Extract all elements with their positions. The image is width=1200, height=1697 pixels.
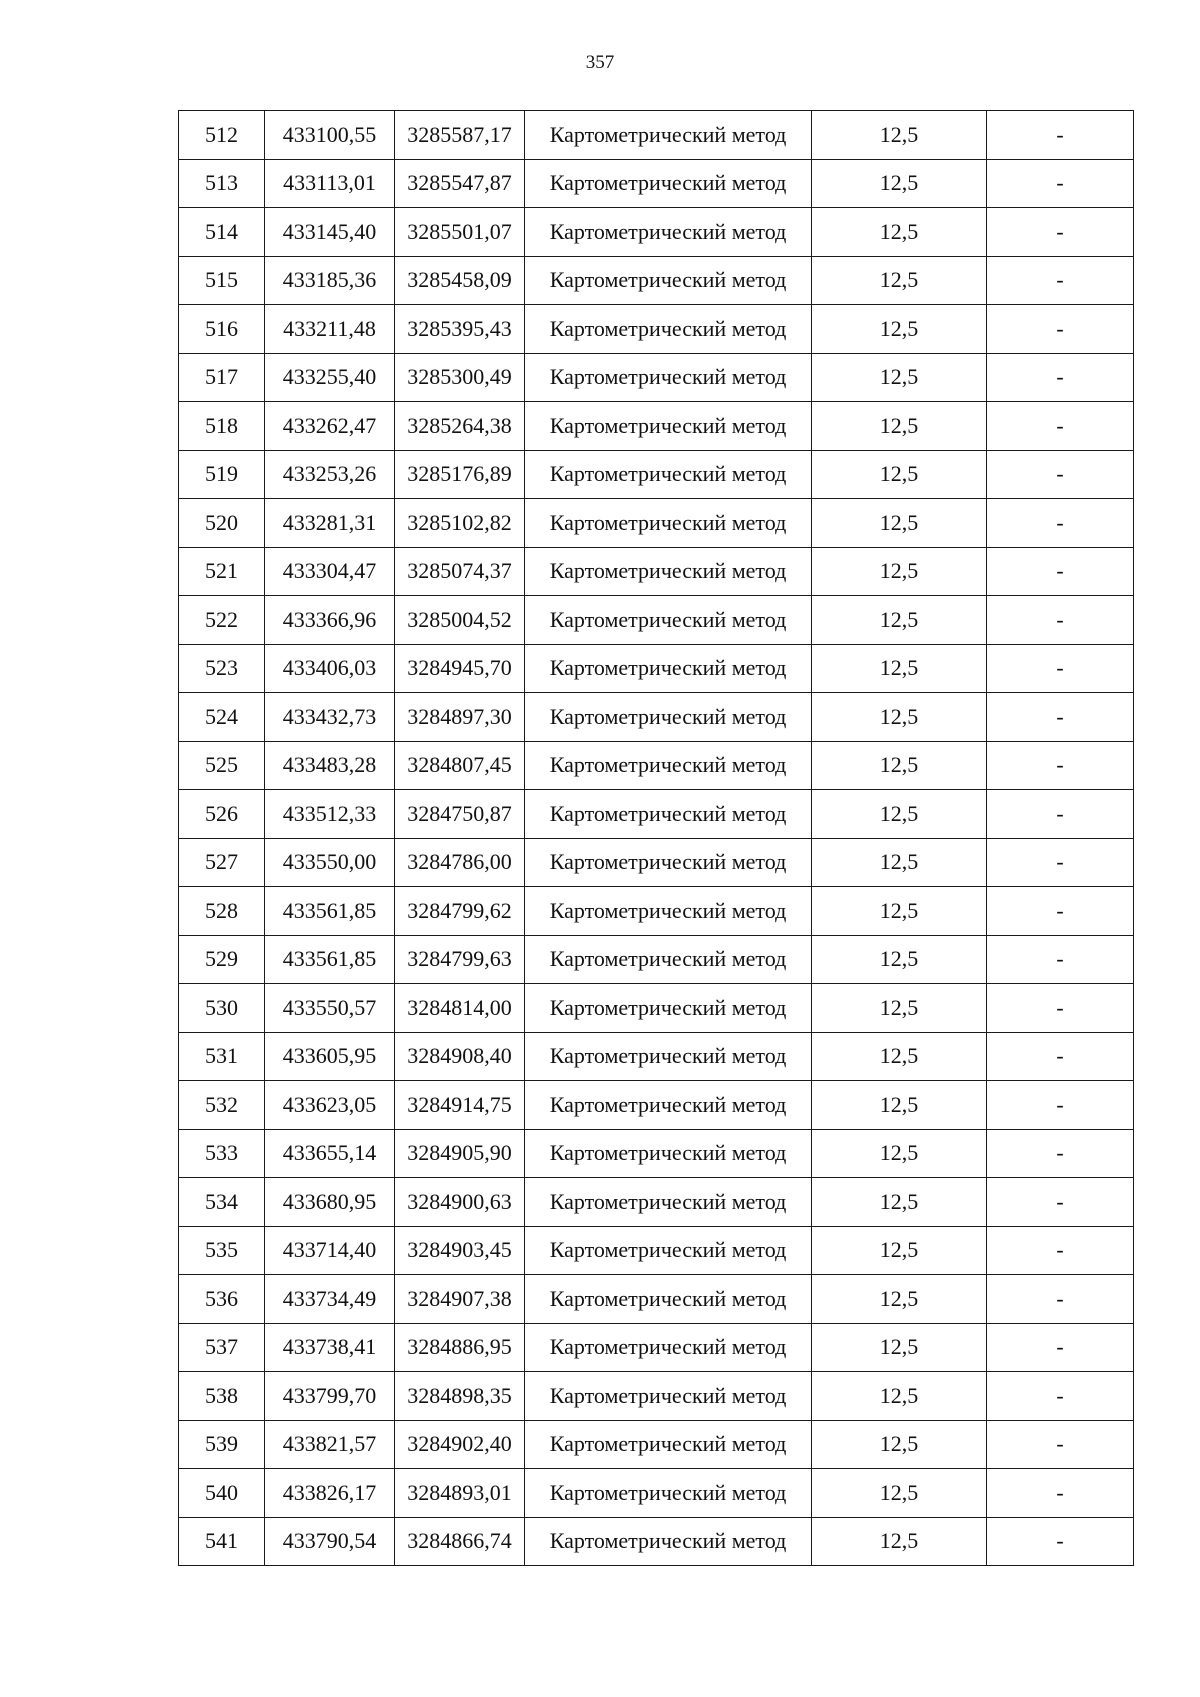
x-coordinate-cell: 433406,03 — [265, 644, 395, 693]
table-row — [179, 790, 1134, 839]
point-number-cell: 523 — [179, 644, 265, 693]
y-coordinate-cell: 3284886,95 — [395, 1323, 525, 1372]
y-coordinate-cell: 3285395,43 — [395, 305, 525, 354]
point-number-cell: 534 — [179, 1178, 265, 1227]
method-cell: Картометрический метод — [525, 838, 812, 887]
dash-cell: - — [987, 984, 1134, 1033]
y-coordinate-cell: 3284900,63 — [395, 1178, 525, 1227]
table-row — [179, 159, 1134, 208]
dash-cell: - — [987, 111, 1134, 160]
point-number-cell: 520 — [179, 499, 265, 548]
table-row — [179, 1081, 1134, 1130]
table-row — [179, 547, 1134, 596]
accuracy-cell: 12,5 — [812, 1226, 987, 1275]
x-coordinate-cell: 433799,70 — [265, 1372, 395, 1421]
table-row — [179, 887, 1134, 936]
accuracy-cell: 12,5 — [812, 790, 987, 839]
point-number-cell: 535 — [179, 1226, 265, 1275]
table-row — [179, 1178, 1134, 1227]
accuracy-cell: 12,5 — [812, 208, 987, 257]
dash-cell: - — [987, 1323, 1134, 1372]
table-row — [179, 353, 1134, 402]
dash-cell: - — [987, 887, 1134, 936]
dash-cell: - — [987, 1178, 1134, 1227]
accuracy-cell: 12,5 — [812, 1081, 987, 1130]
y-coordinate-cell: 3284814,00 — [395, 984, 525, 1033]
accuracy-cell: 12,5 — [812, 305, 987, 354]
y-coordinate-cell: 3284866,74 — [395, 1517, 525, 1566]
y-coordinate-cell: 3284905,90 — [395, 1129, 525, 1178]
y-coordinate-cell: 3284903,45 — [395, 1226, 525, 1275]
x-coordinate-cell: 433550,57 — [265, 984, 395, 1033]
dash-cell: - — [987, 1081, 1134, 1130]
point-number-cell: 541 — [179, 1517, 265, 1566]
method-cell: Картометрический метод — [525, 644, 812, 693]
x-coordinate-cell: 433100,55 — [265, 111, 395, 160]
accuracy-cell: 12,5 — [812, 935, 987, 984]
point-number-cell: 530 — [179, 984, 265, 1033]
y-coordinate-cell: 3284799,62 — [395, 887, 525, 936]
method-cell: Картометрический метод — [525, 353, 812, 402]
method-cell: Картометрический метод — [525, 1032, 812, 1081]
accuracy-cell: 12,5 — [812, 111, 987, 160]
point-number-cell: 524 — [179, 693, 265, 742]
dash-cell: - — [987, 353, 1134, 402]
point-number-cell: 538 — [179, 1372, 265, 1421]
accuracy-cell: 12,5 — [812, 547, 987, 596]
x-coordinate-cell: 433738,41 — [265, 1323, 395, 1372]
y-coordinate-cell: 3285501,07 — [395, 208, 525, 257]
x-coordinate-cell: 433734,49 — [265, 1275, 395, 1324]
y-coordinate-cell: 3284902,40 — [395, 1420, 525, 1469]
y-coordinate-cell: 3284907,38 — [395, 1275, 525, 1324]
x-coordinate-cell: 433623,05 — [265, 1081, 395, 1130]
x-coordinate-cell: 433211,48 — [265, 305, 395, 354]
method-cell: Картометрический метод — [525, 596, 812, 645]
dash-cell: - — [987, 159, 1134, 208]
x-coordinate-cell: 433714,40 — [265, 1226, 395, 1275]
point-number-cell: 518 — [179, 402, 265, 451]
point-number-cell: 539 — [179, 1420, 265, 1469]
point-number-cell: 531 — [179, 1032, 265, 1081]
method-cell: Картометрический метод — [525, 887, 812, 936]
x-coordinate-cell: 433512,33 — [265, 790, 395, 839]
dash-cell: - — [987, 402, 1134, 451]
method-cell: Картометрический метод — [525, 256, 812, 305]
y-coordinate-cell: 3284908,40 — [395, 1032, 525, 1081]
method-cell: Картометрический метод — [525, 1226, 812, 1275]
method-cell: Картометрический метод — [525, 1372, 812, 1421]
table-row — [179, 1469, 1134, 1518]
table-row — [179, 450, 1134, 499]
table-row — [179, 1275, 1134, 1324]
table-row — [179, 1226, 1134, 1275]
point-number-cell: 512 — [179, 111, 265, 160]
accuracy-cell: 12,5 — [812, 984, 987, 1033]
point-number-cell: 515 — [179, 256, 265, 305]
x-coordinate-cell: 433281,31 — [265, 499, 395, 548]
x-coordinate-cell: 433432,73 — [265, 693, 395, 742]
method-cell: Картометрический метод — [525, 1178, 812, 1227]
x-coordinate-cell: 433145,40 — [265, 208, 395, 257]
point-number-cell: 527 — [179, 838, 265, 887]
accuracy-cell: 12,5 — [812, 1275, 987, 1324]
x-coordinate-cell: 433185,36 — [265, 256, 395, 305]
accuracy-cell: 12,5 — [812, 353, 987, 402]
x-coordinate-cell: 433366,96 — [265, 596, 395, 645]
y-coordinate-cell: 3285264,38 — [395, 402, 525, 451]
y-coordinate-cell: 3284807,45 — [395, 741, 525, 790]
accuracy-cell: 12,5 — [812, 1032, 987, 1081]
accuracy-cell: 12,5 — [812, 596, 987, 645]
point-number-cell: 540 — [179, 1469, 265, 1518]
dash-cell: - — [987, 305, 1134, 354]
x-coordinate-cell: 433483,28 — [265, 741, 395, 790]
method-cell: Картометрический метод — [525, 208, 812, 257]
method-cell: Картометрический метод — [525, 1129, 812, 1178]
table-row — [179, 499, 1134, 548]
dash-cell: - — [987, 1275, 1134, 1324]
method-cell: Картометрический метод — [525, 693, 812, 742]
method-cell: Картометрический метод — [525, 402, 812, 451]
x-coordinate-cell: 433113,01 — [265, 159, 395, 208]
y-coordinate-cell: 3284750,87 — [395, 790, 525, 839]
table-row — [179, 1420, 1134, 1469]
table-row — [179, 741, 1134, 790]
y-coordinate-cell: 3285102,82 — [395, 499, 525, 548]
method-cell: Картометрический метод — [525, 450, 812, 499]
accuracy-cell: 12,5 — [812, 1517, 987, 1566]
x-coordinate-cell: 433304,47 — [265, 547, 395, 596]
method-cell: Картометрический метод — [525, 1420, 812, 1469]
point-number-cell: 532 — [179, 1081, 265, 1130]
table-row — [179, 1032, 1134, 1081]
table-row — [179, 305, 1134, 354]
table-row — [179, 596, 1134, 645]
table-row — [179, 402, 1134, 451]
accuracy-cell: 12,5 — [812, 644, 987, 693]
accuracy-cell: 12,5 — [812, 450, 987, 499]
dash-cell: - — [987, 935, 1134, 984]
table-row — [179, 984, 1134, 1033]
table-row — [179, 256, 1134, 305]
dash-cell: - — [987, 693, 1134, 742]
y-coordinate-cell: 3285587,17 — [395, 111, 525, 160]
accuracy-cell: 12,5 — [812, 499, 987, 548]
point-number-cell: 536 — [179, 1275, 265, 1324]
dash-cell: - — [987, 1032, 1134, 1081]
dash-cell: - — [987, 1517, 1134, 1566]
y-coordinate-cell: 3284786,00 — [395, 838, 525, 887]
method-cell: Картометрический метод — [525, 305, 812, 354]
x-coordinate-cell: 433561,85 — [265, 935, 395, 984]
coordinates-table — [178, 110, 1134, 1566]
dash-cell: - — [987, 547, 1134, 596]
table-row — [179, 644, 1134, 693]
x-coordinate-cell: 433826,17 — [265, 1469, 395, 1518]
y-coordinate-cell: 3284914,75 — [395, 1081, 525, 1130]
y-coordinate-cell: 3284897,30 — [395, 693, 525, 742]
point-number-cell: 528 — [179, 887, 265, 936]
accuracy-cell: 12,5 — [812, 838, 987, 887]
point-number-cell: 525 — [179, 741, 265, 790]
dash-cell: - — [987, 208, 1134, 257]
accuracy-cell: 12,5 — [812, 741, 987, 790]
y-coordinate-cell: 3285074,37 — [395, 547, 525, 596]
x-coordinate-cell: 433255,40 — [265, 353, 395, 402]
method-cell: Картометрический метод — [525, 1081, 812, 1130]
method-cell: Картометрический метод — [525, 1517, 812, 1566]
x-coordinate-cell: 433561,85 — [265, 887, 395, 936]
coordinates-table-body — [179, 111, 1134, 1566]
dash-cell: - — [987, 741, 1134, 790]
y-coordinate-cell: 3285547,87 — [395, 159, 525, 208]
y-coordinate-cell: 3285004,52 — [395, 596, 525, 645]
table-row — [179, 1517, 1134, 1566]
table-row — [179, 111, 1134, 160]
method-cell: Картометрический метод — [525, 1275, 812, 1324]
method-cell: Картометрический метод — [525, 111, 812, 160]
point-number-cell: 521 — [179, 547, 265, 596]
accuracy-cell: 12,5 — [812, 256, 987, 305]
method-cell: Картометрический метод — [525, 159, 812, 208]
table-row — [179, 838, 1134, 887]
method-cell: Картометрический метод — [525, 741, 812, 790]
x-coordinate-cell: 433790,54 — [265, 1517, 395, 1566]
point-number-cell: 533 — [179, 1129, 265, 1178]
dash-cell: - — [987, 838, 1134, 887]
x-coordinate-cell: 433605,95 — [265, 1032, 395, 1081]
point-number-cell: 537 — [179, 1323, 265, 1372]
table-row — [179, 935, 1134, 984]
point-number-cell: 514 — [179, 208, 265, 257]
x-coordinate-cell: 433821,57 — [265, 1420, 395, 1469]
accuracy-cell: 12,5 — [812, 1372, 987, 1421]
accuracy-cell: 12,5 — [812, 887, 987, 936]
dash-cell: - — [987, 1129, 1134, 1178]
method-cell: Картометрический метод — [525, 984, 812, 1033]
y-coordinate-cell: 3284893,01 — [395, 1469, 525, 1518]
table-row — [179, 1323, 1134, 1372]
point-number-cell: 513 — [179, 159, 265, 208]
page-number: 357 — [585, 52, 615, 73]
y-coordinate-cell: 3284945,70 — [395, 644, 525, 693]
x-coordinate-cell: 433550,00 — [265, 838, 395, 887]
method-cell: Картометрический метод — [525, 1323, 812, 1372]
accuracy-cell: 12,5 — [812, 1129, 987, 1178]
y-coordinate-cell: 3285176,89 — [395, 450, 525, 499]
x-coordinate-cell: 433655,14 — [265, 1129, 395, 1178]
accuracy-cell: 12,5 — [812, 1178, 987, 1227]
accuracy-cell: 12,5 — [812, 159, 987, 208]
x-coordinate-cell: 433680,95 — [265, 1178, 395, 1227]
table-row — [179, 1129, 1134, 1178]
point-number-cell: 522 — [179, 596, 265, 645]
method-cell: Картометрический метод — [525, 547, 812, 596]
dash-cell: - — [987, 450, 1134, 499]
y-coordinate-cell: 3285300,49 — [395, 353, 525, 402]
point-number-cell: 516 — [179, 305, 265, 354]
table-row — [179, 1372, 1134, 1421]
point-number-cell: 526 — [179, 790, 265, 839]
table-row — [179, 693, 1134, 742]
y-coordinate-cell: 3284799,63 — [395, 935, 525, 984]
x-coordinate-cell: 433262,47 — [265, 402, 395, 451]
dash-cell: - — [987, 790, 1134, 839]
dash-cell: - — [987, 644, 1134, 693]
dash-cell: - — [987, 499, 1134, 548]
accuracy-cell: 12,5 — [812, 693, 987, 742]
accuracy-cell: 12,5 — [812, 1420, 987, 1469]
x-coordinate-cell: 433253,26 — [265, 450, 395, 499]
dash-cell: - — [987, 256, 1134, 305]
accuracy-cell: 12,5 — [812, 1323, 987, 1372]
method-cell: Картометрический метод — [525, 1469, 812, 1518]
method-cell: Картометрический метод — [525, 790, 812, 839]
dash-cell: - — [987, 596, 1134, 645]
accuracy-cell: 12,5 — [812, 402, 987, 451]
table-row — [179, 208, 1134, 257]
point-number-cell: 519 — [179, 450, 265, 499]
y-coordinate-cell: 3285458,09 — [395, 256, 525, 305]
method-cell: Картометрический метод — [525, 935, 812, 984]
point-number-cell: 517 — [179, 353, 265, 402]
point-number-cell: 529 — [179, 935, 265, 984]
dash-cell: - — [987, 1420, 1134, 1469]
dash-cell: - — [987, 1226, 1134, 1275]
dash-cell: - — [987, 1372, 1134, 1421]
method-cell: Картометрический метод — [525, 499, 812, 548]
accuracy-cell: 12,5 — [812, 1469, 987, 1518]
y-coordinate-cell: 3284898,35 — [395, 1372, 525, 1421]
dash-cell: - — [987, 1469, 1134, 1518]
